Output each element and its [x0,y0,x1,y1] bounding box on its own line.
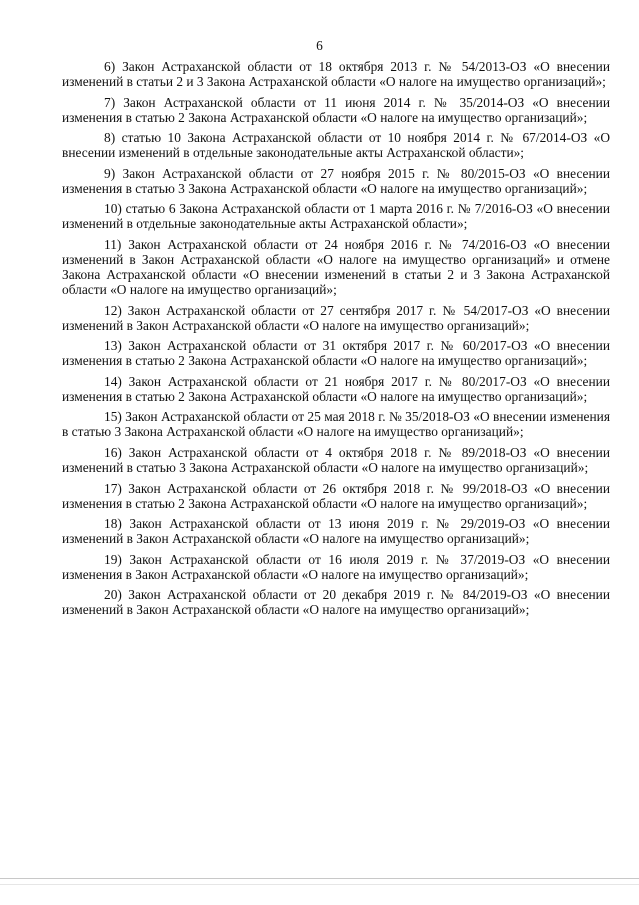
scan-edge-line [0,878,639,879]
list-item: 7) Закон Астраханской области от 11 июня 2014 г. № 35/2014-ОЗ «О внесении изменения в статью 2 Закона Астраханской области «О налоге на имущество организаций»; [62,94,610,125]
list-item: 14) Закон Астраханской области от 21 ноября 2017 г. № 80/2017-ОЗ «О внесении изменения в статью 2 Закона Астраханской области «О налоге на имущество организаций»; [62,373,610,404]
list-item: 20) Закон Астраханской области от 20 декабря 2019 г. № 84/2019-ОЗ «О внесении изменений в Закон Астраханской области «О налоге на имущество организаций»; [62,587,610,618]
scan-edge-line-faint [0,884,639,885]
list-item: 10) статью 6 Закона Астраханской области от 1 марта 2016 г. № 7/2016-ОЗ «О внесении изменений в отдельные законодательные акты Астраханской области»; [62,201,610,232]
list-item: 16) Закон Астраханской области от 4 октября 2018 г. № 89/2018-ОЗ «О внесении изменений в статью 3 Закона Астраханской области «О налоге на имущество организаций»; [62,444,610,475]
list-item: 9) Закон Астраханской области от 27 ноября 2015 г. № 80/2015-ОЗ «О внесении изменения в статью 3 Закона Астраханской области «О налоге на имущество организаций»; [62,165,610,196]
list-item: 19) Закон Астраханской области от 16 июля 2019 г. № 37/2019-ОЗ «О внесении изменения в Закон Астраханской области «О налоге на имущество организаций»; [62,551,610,582]
repealed-laws-list [62,59,610,617]
list-item: 8) статью 10 Закона Астраханской области от 10 ноября 2014 г. № 67/2014-ОЗ «О внесении изменений в отдельные законодательные акты Астраханской области»; [62,130,610,161]
list-item: 11) Закон Астраханской области от 24 ноября 2016 г. № 74/2016-ОЗ «О внесении изменений в Закон Астраханской области «О налоге на имущество организаций» и отмене Закона Астраханской области «О внесении изменений в статьи 2 и 3 Закона Астраханской области «О налоге на имущество организаций»; [62,236,610,297]
list-item: 6) Закон Астраханской области от 18 октября 2013 г. № 54/2013-ОЗ «О внесении изменений в статьи 2 и 3 Закона Астраханской области «О налоге на имущество организаций»; [62,59,610,89]
list-item: 15) Закон Астраханской области от 25 мая 2018 г. № 35/2018-ОЗ «О внесении изменения в статью 3 Закона Астраханской области «О налоге на имущество организаций»; [62,409,610,440]
list-item: 18) Закон Астраханской области от 13 июня 2019 г. № 29/2019-ОЗ «О внесении изменений в Закон Астраханской области «О налоге на имущество организаций»; [62,516,610,547]
list-item: 12) Закон Астраханской области от 27 сентября 2017 г. № 54/2017-ОЗ «О внесении изменений в Закон Астраханской области «О налоге на имущество организаций»; [62,302,610,333]
page-number: 6 [316,38,323,53]
list-item: 17) Закон Астраханской области от 26 октября 2018 г. № 99/2018-ОЗ «О внесении изменения в статью 2 Закона Астраханской области «О налоге на имущество организаций»; [62,480,610,511]
list-item: 13) Закон Астраханской области от 31 октября 2017 г. № 60/2017-ОЗ «О внесении изменения в статью 2 Закона Астраханской области «О налоге на имущество организаций»; [62,338,610,369]
